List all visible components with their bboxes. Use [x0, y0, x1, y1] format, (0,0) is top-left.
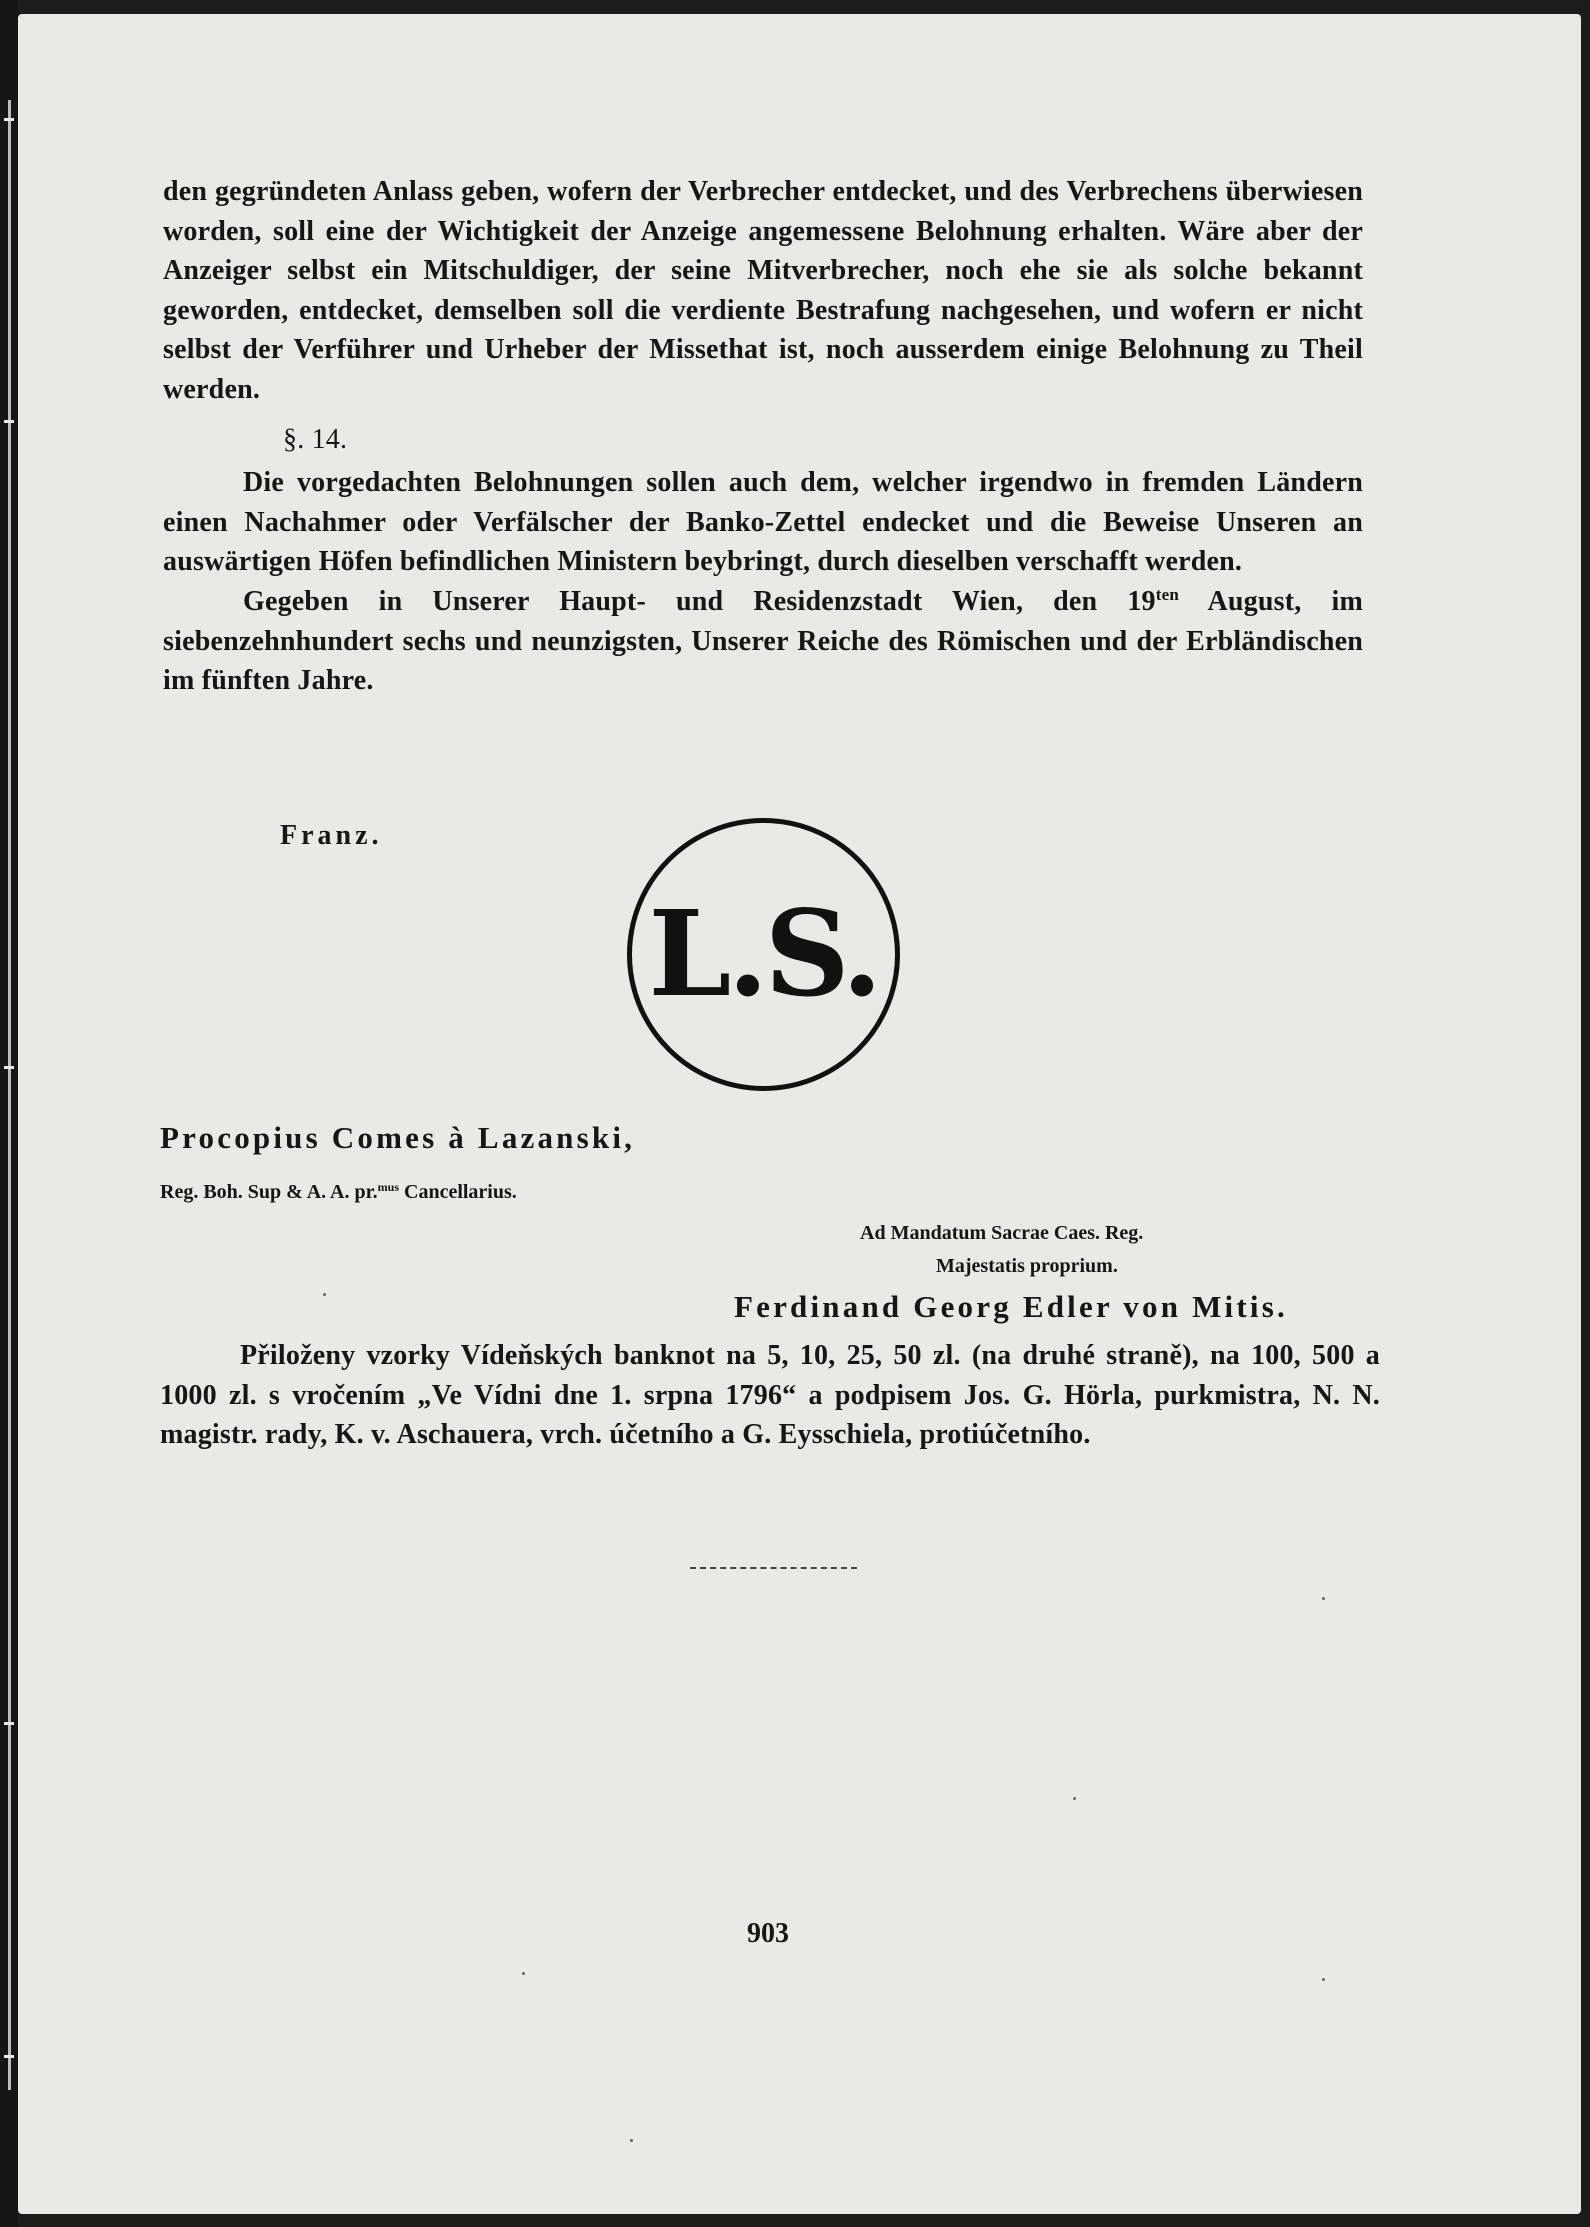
separator-rule	[690, 1567, 857, 1569]
paragraph-3-start: Gegeben in Unserer Haupt- und Residenzstadt Wien, den 19	[243, 585, 1156, 617]
scan-speck	[630, 2139, 633, 2142]
scan-speck	[522, 1972, 525, 1975]
czech-note-text: Přiloženy vzorky Vídeňských banknot na 5, 10, 25, 50 zl. (na druhé straně), na 100, 500 a 1000 zl. s vročením „Ve Vídni dne 1. srpna 1796“ a podpisem Jos. G. Hörla, purkmistra, N. N. magistr. rady, K. v. Aschauera, vrch. účetního a G. Eysschiela, protiúčetního.	[160, 1340, 1380, 1451]
date-suffix: ten	[1155, 584, 1180, 604]
secretary-signature: Ferdinand Georg Edler von Mitis.	[734, 1289, 1288, 1324]
paragraph-2: Die vorgedachten Belohnungen sollen auch dem, welcher irgendwo in fremden Ländern einen Nachahmer oder Verfälscher der Banko-Zettel endecket und die Beweise Unseren an auswärtigen Höfen befindlichen Ministern beybringt, durch dieselben verschafft werden.	[163, 467, 1363, 578]
countersign-title	[160, 1180, 517, 1204]
main-text-block	[163, 172, 1363, 701]
seal-stamp	[626, 817, 901, 1092]
paragraph-3-end: August, im siebenzehnhundert sechs und neunzigsten, Unserer Reiche des Römischen und der Erbländischen im fünften Jahre.	[163, 585, 1363, 697]
scan-speck	[1073, 1797, 1076, 1800]
countersign-title-start: Reg. Boh. Sup & A. A. pr.	[160, 1181, 378, 1203]
seal-circle	[626, 817, 901, 1092]
mandate-line-1: Ad Mandatum Sacrae Caes. Reg.	[860, 1222, 1144, 1244]
paragraph-1: den gegründeten Anlass geben, wofern der Verbrecher entdecket, und des Verbrechens überwiesen worden, soll eine der Wichtigkeit der Anzeige angemessene Belohnung erhalten. Wäre aber der Anzeiger selbst ein Mitschuldiger, der seine Mitverbrecher, noch ehe sie als solche bekannt geworden, entdecket, demselben soll die verdiente Bestrafung nachgesehen, und wofern er nicht selbst der Verführer und Urheber der Missethat ist, noch ausserdem einige Belohnung zu Theil werden.	[163, 176, 1363, 405]
binding-edge	[0, 0, 18, 2227]
mandate-line-2: Majestatis proprium.	[936, 1255, 1118, 1277]
scan-speck	[1322, 1597, 1325, 1600]
sovereign-signature: Franz.	[280, 820, 383, 851]
paragraph-3	[163, 582, 1363, 701]
section-heading: §. 14.	[283, 423, 348, 455]
scan-speck	[1322, 1978, 1325, 1981]
seal-text: L.S.	[648, 884, 879, 1023]
countersign-name: Procopius Comes à Lazanski,	[160, 1120, 636, 1155]
page-number: 903	[747, 1918, 789, 1949]
title-suffix: mus	[377, 1180, 399, 1194]
czech-note	[160, 1336, 1380, 1455]
scan-speck	[323, 1293, 326, 1296]
countersign-title-end: Cancellarius.	[399, 1181, 517, 1203]
